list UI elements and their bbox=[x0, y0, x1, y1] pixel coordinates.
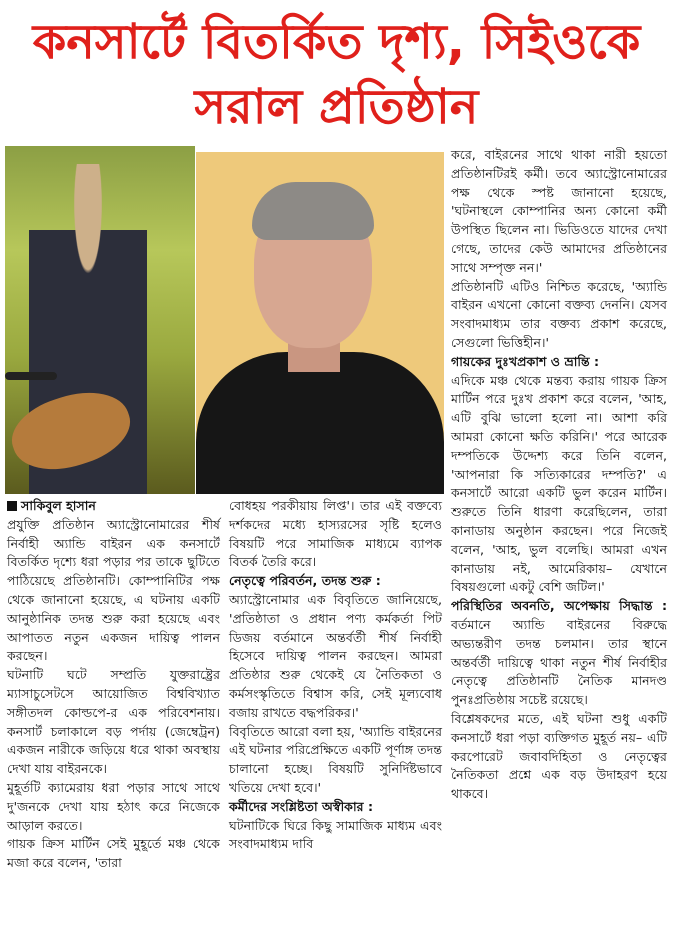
article-column-2 bbox=[229, 497, 442, 854]
concert-singer-photo bbox=[5, 146, 195, 494]
article-column-1 bbox=[7, 497, 220, 873]
paragraph: ঘটনাটি ঘটে সম্প্রতি যুক্তরাষ্ট্রের ম্যাসাচুসেটসে আয়োজিত বিশ্ববিখ্যাত সঙ্গীতদল কোল্ডপে-র এক পরিবেশনায়। কনসার্ট চলাকালে বড় পর্দায় (জেম্বেট্রন) একজন নারীকে জড়িয়ে ধরে থাকা অবস্থায় দেখা যায় বাইরনকে। bbox=[7, 667, 220, 777]
paragraph: বোধহয় পরকীয়ায় লিপ্ত'। তার এই বক্তব্যে দর্শকদের মধ্যে হাস্যরসের সৃষ্টি হলেও বিষয়টি পরে সামাজিক মাধ্যমে ব্যাপক বিতর্ক তৈরি করে। bbox=[229, 498, 442, 570]
paragraph: করে, বাইরনের সাথে থাকা নারী হয়তো প্রতিষ্ঠানটিরই কর্মী। তবে অ্যাস্ট্রোনোমারের পক্ষ থেকে স্পষ্ট জানানো হয়েছে, 'ঘটনাস্থলে কোম্পানির অন্য কোনো কর্মী উপস্থিত ছিলেন না। ভিডিওতে যাদের দেখা গেছে, তাদের কেউ আমাদের প্রতিষ্ঠানের সাথে সম্পৃক্ত নন।' bbox=[451, 147, 667, 275]
microphone bbox=[5, 372, 57, 380]
paragraph: অ্যাস্ট্রোনোমার এক বিবৃতিতে জানিয়েছে, 'প্রতিষ্ঠাতা ও প্রধান পণ্য কর্মকর্তা পিট ডিজয় বর্তমানে অন্তর্বর্তী শীর্ষ নির্বাহী হিসেবে দায়িত্ব পালন করছেন। আমরা প্রতিষ্ঠার শুরু থেকেই যে নৈতিকতা ও কর্মসংস্কৃতিতে বিশ্বাস করি, সেই মূল্যবোধ বজায় রাখতে বদ্ধপরিকর।' bbox=[229, 591, 442, 720]
paragraph: এদিকে মঞ্চ থেকে মন্তব্য করায় গায়ক ক্রিস মার্টিন পরে দুঃখ প্রকাশ করে বলেন, 'আহ, এটি বুঝি ভালো হলো না। আশা করি আমরা কোনো ক্ষতি করিনি।' পরে আরেক দম্পতিকে উদ্দেশ্য করে তিনি বলেন, 'আপনারা কি সত্যিকারের দম্পতি?' এ কনসার্টে আরো একটি ভুল করেন মার্টিন। শুরুতে তিনি ধারণা করেছিলেন, তারা কানাডায় অনুষ্ঠান করছেন। পরে নিজেই বলেন, 'আহ, ভুল বলেছি। আমরা এখন কানাডায় নই, আমেরিকায়– যেখানে বিষয়গুলো একটু বেশি জটিল।' bbox=[451, 372, 667, 595]
paragraph: ঘটনাটিকে ঘিরে কিছু সামাজিক মাধ্যম এবং সংবাদমাধ্যম দাবি bbox=[229, 817, 442, 852]
subheading-situation: পরিস্থিতির অবনতি, অপেক্ষায় সিদ্ধান্ত : bbox=[451, 598, 667, 614]
paragraph: বিশ্লেষকদের মতে, এই ঘটনা শুধু একটি কনসার্টে ধরা পড়া ব্যক্তিগত মুহূর্ত নয়– এটি করপোরেট জবাবদিহিতা ও নেতৃত্বের নৈতিকতা প্রশ্নে এক বড় উদাহরণ হয়ে থাকবে। bbox=[451, 710, 667, 802]
byline-author: সাকিবুল হাসান bbox=[21, 498, 96, 513]
portrait-shirt bbox=[196, 352, 444, 494]
square-bullet-icon bbox=[7, 501, 17, 511]
paragraph: প্রযুক্তি প্রতিষ্ঠান অ্যাস্ট্রোনোমারের শীর্ষ নির্বাহী অ্যান্ডি বাইরন এক কনসার্টে বিতর্কিত দৃশ্যে ধরা পড়ার পর তাকে ছুটিতে পাঠিয়েছে প্রতিষ্ঠানটি। কোম্পানিটির পক্ষ থেকে জানানো হয়েছে, এ ঘটনায় একটি আনুষ্ঠানিক তদন্ত শুরু করা হয়েছে এবং আপাতত নতুন একজন দায়িত্ব পালন করছেন। bbox=[7, 516, 220, 664]
article-column-3 bbox=[451, 146, 667, 804]
subheading-staff-denial: কর্মীদের সংশ্লিষ্টতা অস্বীকার : bbox=[229, 798, 373, 814]
headline bbox=[0, 0, 673, 140]
ceo-portrait-photo bbox=[196, 152, 444, 494]
paragraph: বিবৃতিতে আরো বলা হয়, 'অ্যান্ডি বাইরনের এই ঘটনার পরিপ্রেক্ষিতে একটি পূর্ণাঙ্গ তদন্ত চালানো হচ্ছে। বিষয়টি সুনির্দিষ্টভাবে খতিয়ে দেখা হবে।' bbox=[229, 723, 442, 795]
paragraph: মুহূর্তটি ক্যামেরায় ধরা পড়ার সাথে সাথে দু'জনকে দেখা যায় হঠাৎ করে নিজেকে আড়াল করতে। bbox=[7, 779, 220, 833]
subheading-leadership-change: নেতৃত্বে পরিবর্তন, তদন্ত শুরু : bbox=[229, 573, 381, 589]
headline-line-1: কনসার্টে বিতর্কিত দৃশ্য, সিইওকে bbox=[32, 14, 641, 70]
byline bbox=[7, 497, 220, 516]
paragraph-with-lead bbox=[451, 597, 667, 710]
headline-line-2: সরাল প্রতিষ্ঠান bbox=[194, 79, 479, 135]
portrait-hair bbox=[252, 182, 374, 240]
paragraph-text: বর্তমানে অ্যান্ডি বাইরনের বিরুদ্ধে অভ্যন্তরীণ তদন্ত চলমান। তার স্থানে অন্তর্বর্তী দায়িত্বে থাকা নতুন শীর্ষ নির্বাহীর নেতৃত্বে প্রতিষ্ঠানটি নৈতিক মানদণ্ড পুনঃপ্রতিষ্ঠায় সচেষ্ট রয়েছে। bbox=[451, 616, 667, 708]
subheading-singer-regret: গায়কের দুঃখপ্রকাশ ও ভ্রান্তি : bbox=[451, 353, 600, 369]
paragraph: গায়ক ক্রিস মার্টিন সেই মুহূর্তে মঞ্চ থেকে মজা করে বলেন, 'তারা bbox=[7, 836, 220, 871]
paragraph: প্রতিষ্ঠানটি এটিও নিশ্চিত করেছে, 'অ্যান্ডি বাইরন এখনো কোনো বক্তব্য দেননি। যেসব সংবাদমাধ্যম তার বক্তব্য প্রকাশ করেছে, সেগুলো ভিত্তিহীন।' bbox=[451, 278, 667, 350]
